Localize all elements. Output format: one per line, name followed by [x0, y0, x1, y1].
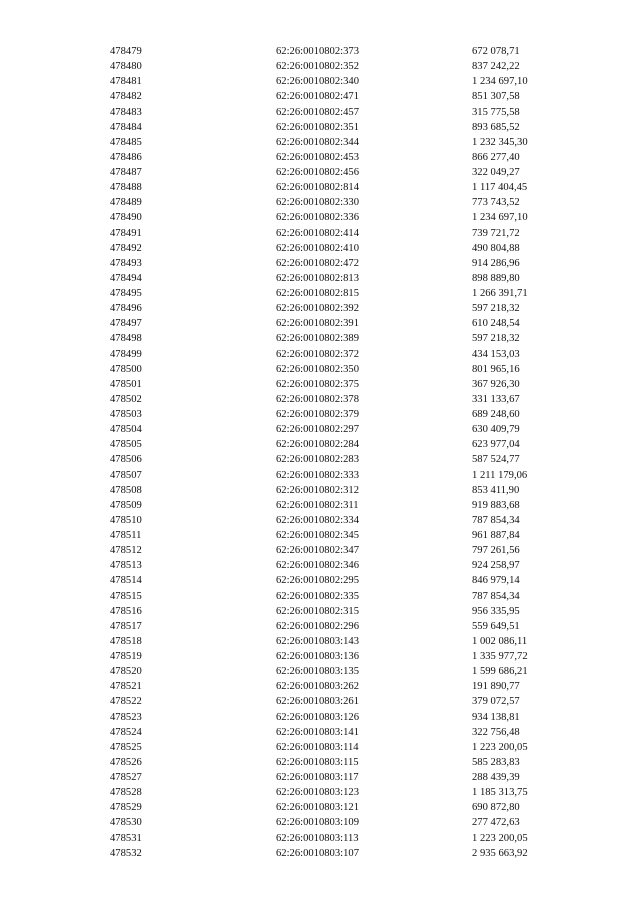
cadastral-number: 62:26:0010803:114 — [276, 741, 359, 753]
cadastral-number: 62:26:0010802:375 — [276, 378, 359, 390]
cadastral-value: 1 211 179,06 — [472, 469, 528, 481]
cadastral-value: 277 472,63 — [472, 817, 520, 829]
table-row — [0, 392, 640, 407]
table-row — [0, 740, 640, 755]
row-number: 478498 — [110, 333, 142, 345]
cadastral-number: 62:26:0010802:414 — [276, 227, 359, 239]
row-number: 478508 — [110, 484, 142, 496]
table-row — [0, 407, 640, 422]
cadastral-number: 62:26:0010802:296 — [276, 620, 359, 632]
table-row — [0, 664, 640, 679]
cadastral-value: 1 335 977,72 — [472, 651, 528, 662]
cadastral-number: 62:26:0010802:372 — [276, 348, 359, 360]
row-number: 478489 — [110, 197, 142, 209]
table-row — [0, 362, 640, 377]
cadastral-value: 739 721,72 — [472, 227, 520, 239]
table-row — [0, 468, 640, 483]
table-row — [0, 543, 640, 558]
table-row — [0, 271, 640, 286]
row-number: 478527 — [110, 772, 142, 783]
row-number: 478529 — [110, 802, 142, 814]
table-row — [0, 89, 640, 104]
table-row — [0, 301, 640, 316]
cadastral-number: 62:26:0010803:107 — [276, 847, 359, 859]
cadastral-value: 837 242,22 — [472, 61, 520, 73]
cadastral-number: 62:26:0010802:815 — [276, 288, 359, 299]
row-number: 478500 — [110, 363, 142, 375]
cadastral-number: 62:26:0010802:284 — [276, 439, 359, 451]
table-row — [0, 256, 640, 271]
cadastral-value: 914 286,96 — [472, 257, 520, 269]
row-number: 478512 — [110, 545, 142, 557]
cadastral-value: 288 439,39 — [472, 772, 520, 783]
row-number: 478528 — [110, 787, 142, 799]
row-number: 478484 — [110, 121, 142, 133]
table-row — [0, 437, 640, 452]
cadastral-value: 1 223 200,05 — [472, 832, 528, 844]
cadastral-value: 322 049,27 — [472, 167, 520, 178]
cadastral-value: 690 872,80 — [472, 802, 520, 814]
table-row — [0, 558, 640, 573]
table-row — [0, 528, 640, 543]
cadastral-number: 62:26:0010802:335 — [276, 590, 359, 602]
row-number: 478490 — [110, 212, 142, 224]
row-number: 478488 — [110, 182, 142, 194]
row-number: 478507 — [110, 469, 142, 481]
row-number: 478520 — [110, 666, 142, 678]
table-row — [0, 589, 640, 604]
row-number: 478524 — [110, 726, 142, 738]
cadastral-value: 379 072,57 — [472, 696, 520, 708]
table-row — [0, 452, 640, 467]
cadastral-value: 787 854,34 — [472, 514, 520, 526]
table-row — [0, 604, 640, 619]
cadastral-number: 62:26:0010802:312 — [276, 484, 359, 496]
cadastral-number: 62:26:0010802:814 — [276, 182, 359, 194]
table-row — [0, 59, 640, 74]
cadastral-number: 62:26:0010802:334 — [276, 514, 359, 526]
cadastral-value: 898 889,80 — [472, 272, 520, 284]
row-number: 478509 — [110, 499, 142, 511]
cadastral-value: 1 234 697,10 — [472, 212, 528, 224]
cadastral-number: 62:26:0010802:471 — [276, 91, 359, 103]
cadastral-number: 62:26:0010802:352 — [276, 61, 359, 73]
row-number: 478499 — [110, 348, 142, 360]
row-number: 478513 — [110, 560, 142, 572]
cadastral-value: 597 218,32 — [472, 333, 520, 345]
cadastral-value: 1 266 391,71 — [472, 288, 528, 299]
row-number: 478479 — [110, 46, 142, 57]
table-row — [0, 165, 640, 180]
cadastral-value: 191 890,77 — [472, 681, 520, 693]
cadastral-number: 62:26:0010803:126 — [276, 711, 359, 723]
cadastral-value: 610 248,54 — [472, 318, 520, 330]
row-number: 478483 — [110, 106, 142, 118]
row-number: 478481 — [110, 76, 142, 88]
cadastral-number: 62:26:0010803:141 — [276, 726, 359, 738]
row-number: 478502 — [110, 393, 142, 405]
table-row — [0, 286, 640, 301]
row-number: 478514 — [110, 575, 142, 587]
cadastral-value: 672 078,71 — [472, 46, 520, 57]
row-number: 478525 — [110, 741, 142, 753]
cadastral-number: 62:26:0010803:143 — [276, 635, 359, 647]
cadastral-value: 934 138,81 — [472, 711, 520, 723]
cadastral-value: 315 775,58 — [472, 106, 520, 118]
table-row — [0, 180, 640, 195]
row-number: 478493 — [110, 257, 142, 269]
row-number: 478515 — [110, 590, 142, 602]
cadastral-number: 62:26:0010803:262 — [276, 681, 359, 693]
cadastral-number: 62:26:0010803:261 — [276, 696, 359, 708]
table-row — [0, 725, 640, 740]
cadastral-value: 2 935 663,92 — [472, 847, 528, 859]
cadastral-value: 893 685,52 — [472, 121, 520, 133]
cadastral-number: 62:26:0010803:121 — [276, 802, 359, 814]
cadastral-number: 62:26:0010802:297 — [276, 424, 359, 436]
row-number: 478485 — [110, 136, 142, 148]
table-row — [0, 105, 640, 120]
cadastral-number: 62:26:0010802:392 — [276, 303, 359, 315]
cadastral-number: 62:26:0010802:283 — [276, 454, 359, 466]
row-number: 478495 — [110, 288, 142, 299]
row-number: 478496 — [110, 303, 142, 315]
document-table — [0, 44, 640, 861]
cadastral-number: 62:26:0010803:136 — [276, 651, 359, 662]
cadastral-value: 853 411,90 — [472, 484, 520, 496]
cadastral-number: 62:26:0010803:123 — [276, 787, 359, 799]
row-number: 478506 — [110, 454, 142, 466]
table-row — [0, 150, 640, 165]
table-row — [0, 135, 640, 150]
cadastral-value: 1 232 345,30 — [472, 136, 528, 148]
row-number: 478516 — [110, 605, 142, 617]
cadastral-value: 1 599 686,21 — [472, 666, 528, 678]
table-row — [0, 755, 640, 770]
table-row — [0, 498, 640, 513]
row-number: 478523 — [110, 711, 142, 723]
cadastral-value: 587 524,77 — [472, 454, 520, 466]
cadastral-number: 62:26:0010802:315 — [276, 605, 359, 617]
table-row — [0, 710, 640, 725]
cadastral-value: 919 883,68 — [472, 499, 520, 511]
row-number: 478519 — [110, 651, 142, 662]
row-number: 478526 — [110, 756, 142, 768]
cadastral-value: 851 307,58 — [472, 91, 520, 103]
cadastral-number: 62:26:0010802:345 — [276, 530, 359, 541]
table-row — [0, 831, 640, 846]
table-row — [0, 120, 640, 135]
table-row — [0, 316, 640, 331]
cadastral-number: 62:26:0010803:113 — [276, 832, 359, 844]
table-row — [0, 422, 640, 437]
cadastral-number: 62:26:0010802:410 — [276, 242, 359, 254]
row-number: 478532 — [110, 847, 142, 859]
cadastral-number: 62:26:0010802:344 — [276, 136, 359, 148]
cadastral-number: 62:26:0010802:456 — [276, 167, 359, 178]
row-number: 478531 — [110, 832, 142, 844]
table-row — [0, 241, 640, 256]
cadastral-value: 797 261,56 — [472, 545, 520, 557]
row-number: 478522 — [110, 696, 142, 708]
row-number: 478491 — [110, 227, 142, 239]
cadastral-number: 62:26:0010802:389 — [276, 333, 359, 345]
row-number: 478482 — [110, 91, 142, 103]
row-number: 478530 — [110, 817, 142, 829]
row-number: 478518 — [110, 635, 142, 647]
cadastral-number: 62:26:0010802:453 — [276, 151, 359, 163]
cadastral-value: 924 258,97 — [472, 560, 520, 572]
table-row — [0, 785, 640, 800]
table-row — [0, 815, 640, 830]
row-number: 478492 — [110, 242, 142, 254]
cadastral-number: 62:26:0010803:117 — [276, 772, 359, 783]
table-row — [0, 679, 640, 694]
cadastral-value: 1 002 086,11 — [472, 635, 528, 647]
cadastral-number: 62:26:0010802:378 — [276, 393, 359, 405]
row-number: 478487 — [110, 167, 142, 178]
cadastral-value: 331 133,67 — [472, 393, 520, 405]
cadastral-number: 62:26:0010802:333 — [276, 469, 359, 481]
cadastral-number: 62:26:0010803:135 — [276, 666, 359, 678]
cadastral-number: 62:26:0010802:295 — [276, 575, 359, 587]
cadastral-value: 1 117 404,45 — [472, 182, 528, 194]
cadastral-number: 62:26:0010803:115 — [276, 756, 359, 768]
table-row — [0, 694, 640, 709]
cadastral-value: 866 277,40 — [472, 151, 520, 163]
table-row — [0, 619, 640, 634]
cadastral-value: 787 854,34 — [472, 590, 520, 602]
cadastral-value: 689 248,60 — [472, 409, 520, 420]
cadastral-value: 961 887,84 — [472, 530, 520, 541]
cadastral-value: 490 804,88 — [472, 242, 520, 254]
cadastral-value: 630 409,79 — [472, 424, 520, 436]
cadastral-value: 597 218,32 — [472, 303, 520, 315]
cadastral-number: 62:26:0010802:330 — [276, 197, 359, 209]
table-row — [0, 377, 640, 392]
cadastral-number: 62:26:0010802:391 — [276, 318, 359, 330]
cadastral-value: 1 223 200,05 — [472, 741, 528, 753]
cadastral-number: 62:26:0010802:311 — [276, 499, 359, 511]
table-row — [0, 770, 640, 785]
row-number: 478497 — [110, 318, 142, 330]
table-row — [0, 800, 640, 815]
row-number: 478510 — [110, 514, 142, 526]
table-row — [0, 483, 640, 498]
table-row — [0, 195, 640, 210]
cadastral-number: 62:26:0010802:350 — [276, 363, 359, 375]
cadastral-value: 1 185 313,75 — [472, 787, 528, 799]
cadastral-number: 62:26:0010802:351 — [276, 121, 359, 133]
table-row — [0, 513, 640, 528]
cadastral-value: 434 153,03 — [472, 348, 520, 360]
row-number: 478480 — [110, 61, 142, 73]
cadastral-number: 62:26:0010802:373 — [276, 46, 359, 57]
cadastral-number: 62:26:0010802:346 — [276, 560, 359, 572]
cadastral-value: 322 756,48 — [472, 726, 520, 738]
row-number: 478503 — [110, 409, 142, 420]
table-row — [0, 210, 640, 225]
cadastral-value: 367 926,30 — [472, 378, 520, 390]
cadastral-value: 623 977,04 — [472, 439, 520, 451]
cadastral-number: 62:26:0010802:379 — [276, 409, 359, 420]
cadastral-number: 62:26:0010802:813 — [276, 272, 359, 284]
row-number: 478505 — [110, 439, 142, 451]
row-number: 478517 — [110, 620, 142, 632]
cadastral-value: 773 743,52 — [472, 197, 520, 209]
cadastral-number: 62:26:0010802:347 — [276, 545, 359, 557]
cadastral-value: 801 965,16 — [472, 363, 520, 375]
cadastral-number: 62:26:0010802:336 — [276, 212, 359, 224]
table-row — [0, 634, 640, 649]
cadastral-value: 846 979,14 — [472, 575, 520, 587]
row-number: 478501 — [110, 378, 142, 390]
table-row — [0, 226, 640, 241]
cadastral-number: 62:26:0010802:340 — [276, 76, 359, 88]
table-row — [0, 44, 640, 59]
row-number: 478504 — [110, 424, 142, 436]
table-row — [0, 649, 640, 664]
row-number: 478511 — [110, 530, 142, 541]
cadastral-value: 1 234 697,10 — [472, 76, 528, 88]
row-number: 478521 — [110, 681, 142, 693]
cadastral-value: 585 283,83 — [472, 756, 520, 768]
row-number: 478494 — [110, 272, 142, 284]
table-row — [0, 331, 640, 346]
table-row — [0, 573, 640, 588]
table-row — [0, 347, 640, 362]
cadastral-number: 62:26:0010802:457 — [276, 106, 359, 118]
cadastral-value: 956 335,95 — [472, 605, 520, 617]
cadastral-value: 559 649,51 — [472, 620, 520, 632]
table-row — [0, 74, 640, 89]
table-row — [0, 846, 640, 861]
cadastral-number: 62:26:0010803:109 — [276, 817, 359, 829]
row-number: 478486 — [110, 151, 142, 163]
cadastral-number: 62:26:0010802:472 — [276, 257, 359, 269]
